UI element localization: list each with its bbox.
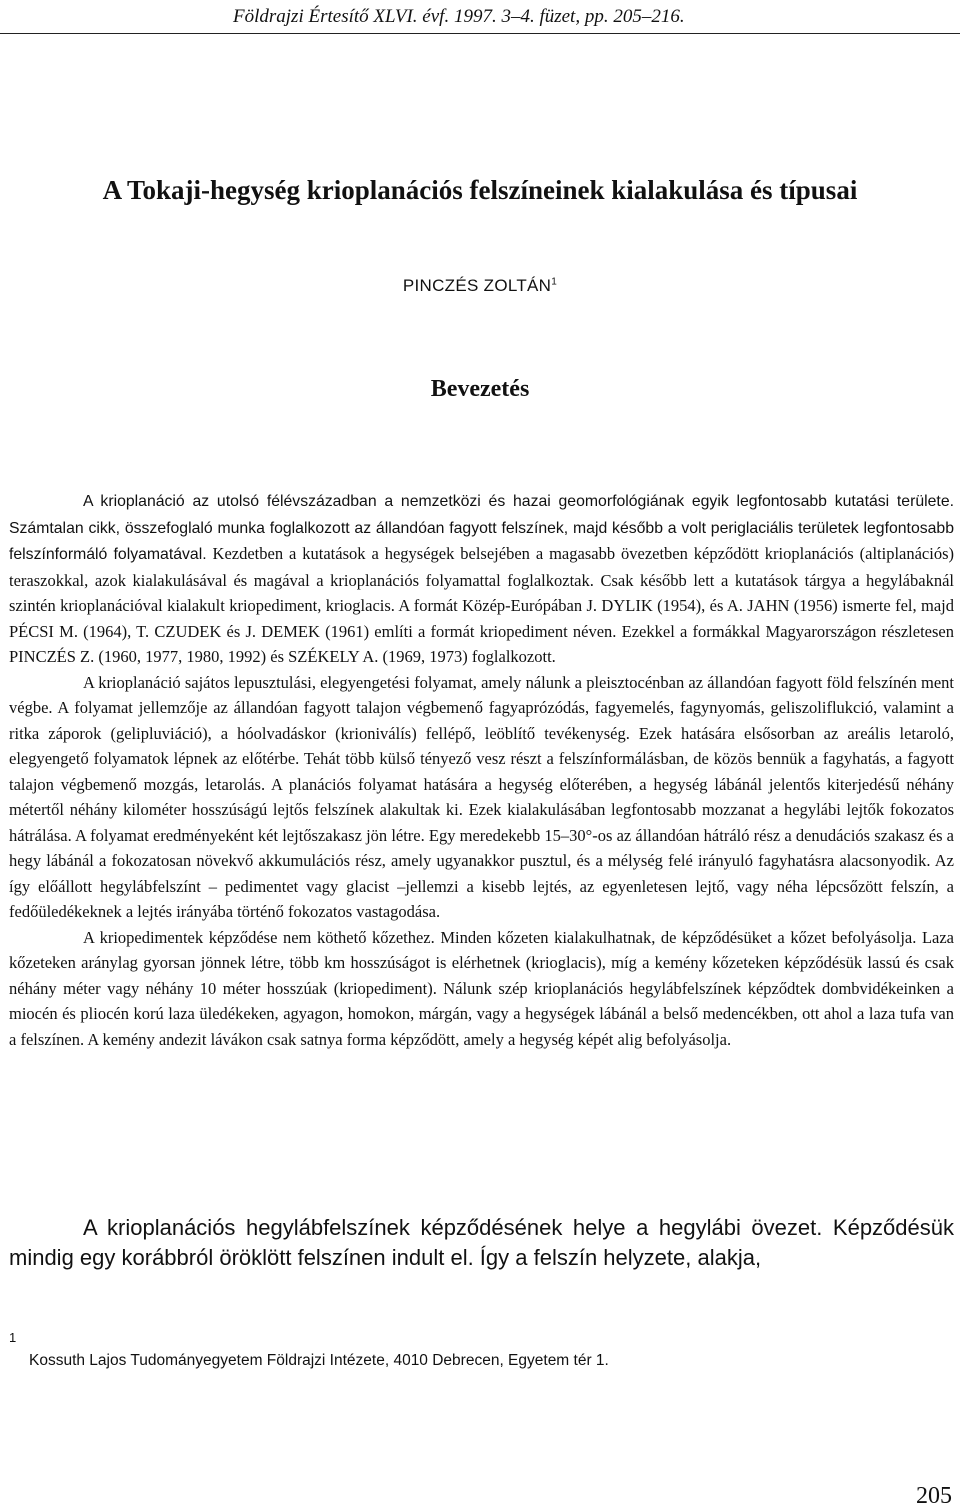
page-number: 205	[916, 1483, 952, 1509]
paragraph-1-part-b: Kezdetben a kutatások a hegységek belsejében a magasabb övezetben képződött krioplanációs (altiplanációs) teraszokkal, azok kialakulásával és magával a krioplanációs folyamattal foglalkoztak. Csak később lett a kutatások tárgya a hegylábaknál szintén krioplanációval kialakult kriopediment, krioglacis. A formát Közép-Európában J. DYLIK (1954), és A. JAHN (1956) ismerte fel, majd PÉCSI M. (1964), T. CZUDEK és J. DEMEK (1961) említi a formát kriopediment néven. Ezekkel a formákkal Magyarországon részletesen PINCZÉS Z. (1960, 1977, 1980, 1992) és SZÉKELY A. (1969, 1973) foglalkozott.	[9, 544, 955, 666]
journal-citation: Földrajzi Értesítő XLVI. évf. 1997. 3–4. füzet, pp. 205–216.	[233, 6, 685, 27]
author-footnote-mark: 1	[551, 276, 558, 288]
paragraph-1	[9, 488, 954, 670]
footnote-mark: 1	[9, 1330, 17, 1345]
paragraph-3: A kriopedimentek képződése nem köthető kőzethez. Minden kőzeten kialakulhatnak, de képződésüket a kőzet befolyásolja. Laza kőzeteken aránylag gyorsan jönnek létre, több km hosszúságot is elérhetnek (krioglacis), míg a kemény kőzeteken képződésük lassú és csak néhány méter vagy néhány 10 méter hosszúak (kriopediment). Nálunk szép krioplanációs hegylábfelszínek képződtek dombvidékeinken a miocén és pliocén korú laza üledékeken, agyagon, homokon, márgán, vagy a hegységek lábánál a belső medencékben, ott ahol a laza tufa van a felszínen. A kemény andezit lávákon csak satnya forma képződött, amely a hegység képét alig befolyásolja.	[9, 927, 954, 1049]
section-heading: Bevezetés	[430, 376, 530, 402]
header-rule	[0, 33, 960, 34]
paragraph-4: A krioplanációs hegylábfelszínek képződésének helye a hegylábi övezet. Képződésük mindig egy korábbról öröklött felszínen indult el. Így a felszín helyzete, alakja,	[9, 1215, 954, 1270]
author-line	[0, 276, 960, 296]
author-name: PINCZÉS ZOLTÁN	[402, 276, 552, 295]
footnote-text: Kossuth Lajos Tudományegyetem Földrajzi Intézete, 4010 Debrecen, Egyetem tér 1.	[29, 1352, 609, 1369]
paragraph-1-part-a: A krioplanáció az utolsó félévszázadban a nemzetközi és hazai geomorfológiának egyik legfontosabb kutatási területe. Számtalan cikk, összefoglaló munka foglalkozott az állandóan fagyott felszínek, majd később a volt periglaciális területek legfontosabb felszínformáló folyamatával.	[9, 493, 954, 563]
body-text	[9, 488, 954, 1052]
paragraph-2: A krioplanáció sajátos lepusztulási, elegyengetési folyamat, amely nálunk a pleisztocénban az állandóan fagyott föld felszínén ment végbe. A folyamat jellemzője az állandóan fagyott talajon végbemenő fagyaprózódás, fagyemelés, fagynyomás, geliszoliflukció, valamint a ritka záporok (gelipluviáció), a hóolvadáskor (krioniválís) fellépő, leöblítő tevékenység. Ezek hatására elsősorban az areális letaroló, elegyengető folyamatok lépnek az előtérbe. Tehát több külső tényező vesz részt a felszínformálásban, de közös bennük a fagyhatás, a fagyott talajon végbemenő mozgás, letarolás. A planációs folyamat hatására a hegység előterében, a hegység lábánál jelentős kiterjedésű néhány métertől néhány kilométer hosszúságú lejtős felszínek alakultak ki. Ezek kialakulásában legfontosabb mozzanat a hegylábi lejtők fokozatos hátrálása. A folyamat eredményeként két lejtőszakasz jön létre. Egy meredekebb 15–30°-os az állandóan hátráló rész a denudációs szakasz és a hegy lábánál a fokozatosan növekvő akkumulációs rész, amely ugyanakkor pusztul, és a mélység felé irányuló fagyhatásra alacsonyodik. Az így előállott hegylábfelszínt – pedimentet vagy glacist –jellemzi a kisebb lejtés, az egyenletesen lejtő, vagy néha lépcsőzött felszín, a fedőüledékeknek a lejtés irányába történő fokozatos vastagodása.	[9, 672, 954, 921]
article-title: A Tokaji-hegység krioplanációs felszíneinek kialakulása és típusai	[102, 175, 858, 205]
